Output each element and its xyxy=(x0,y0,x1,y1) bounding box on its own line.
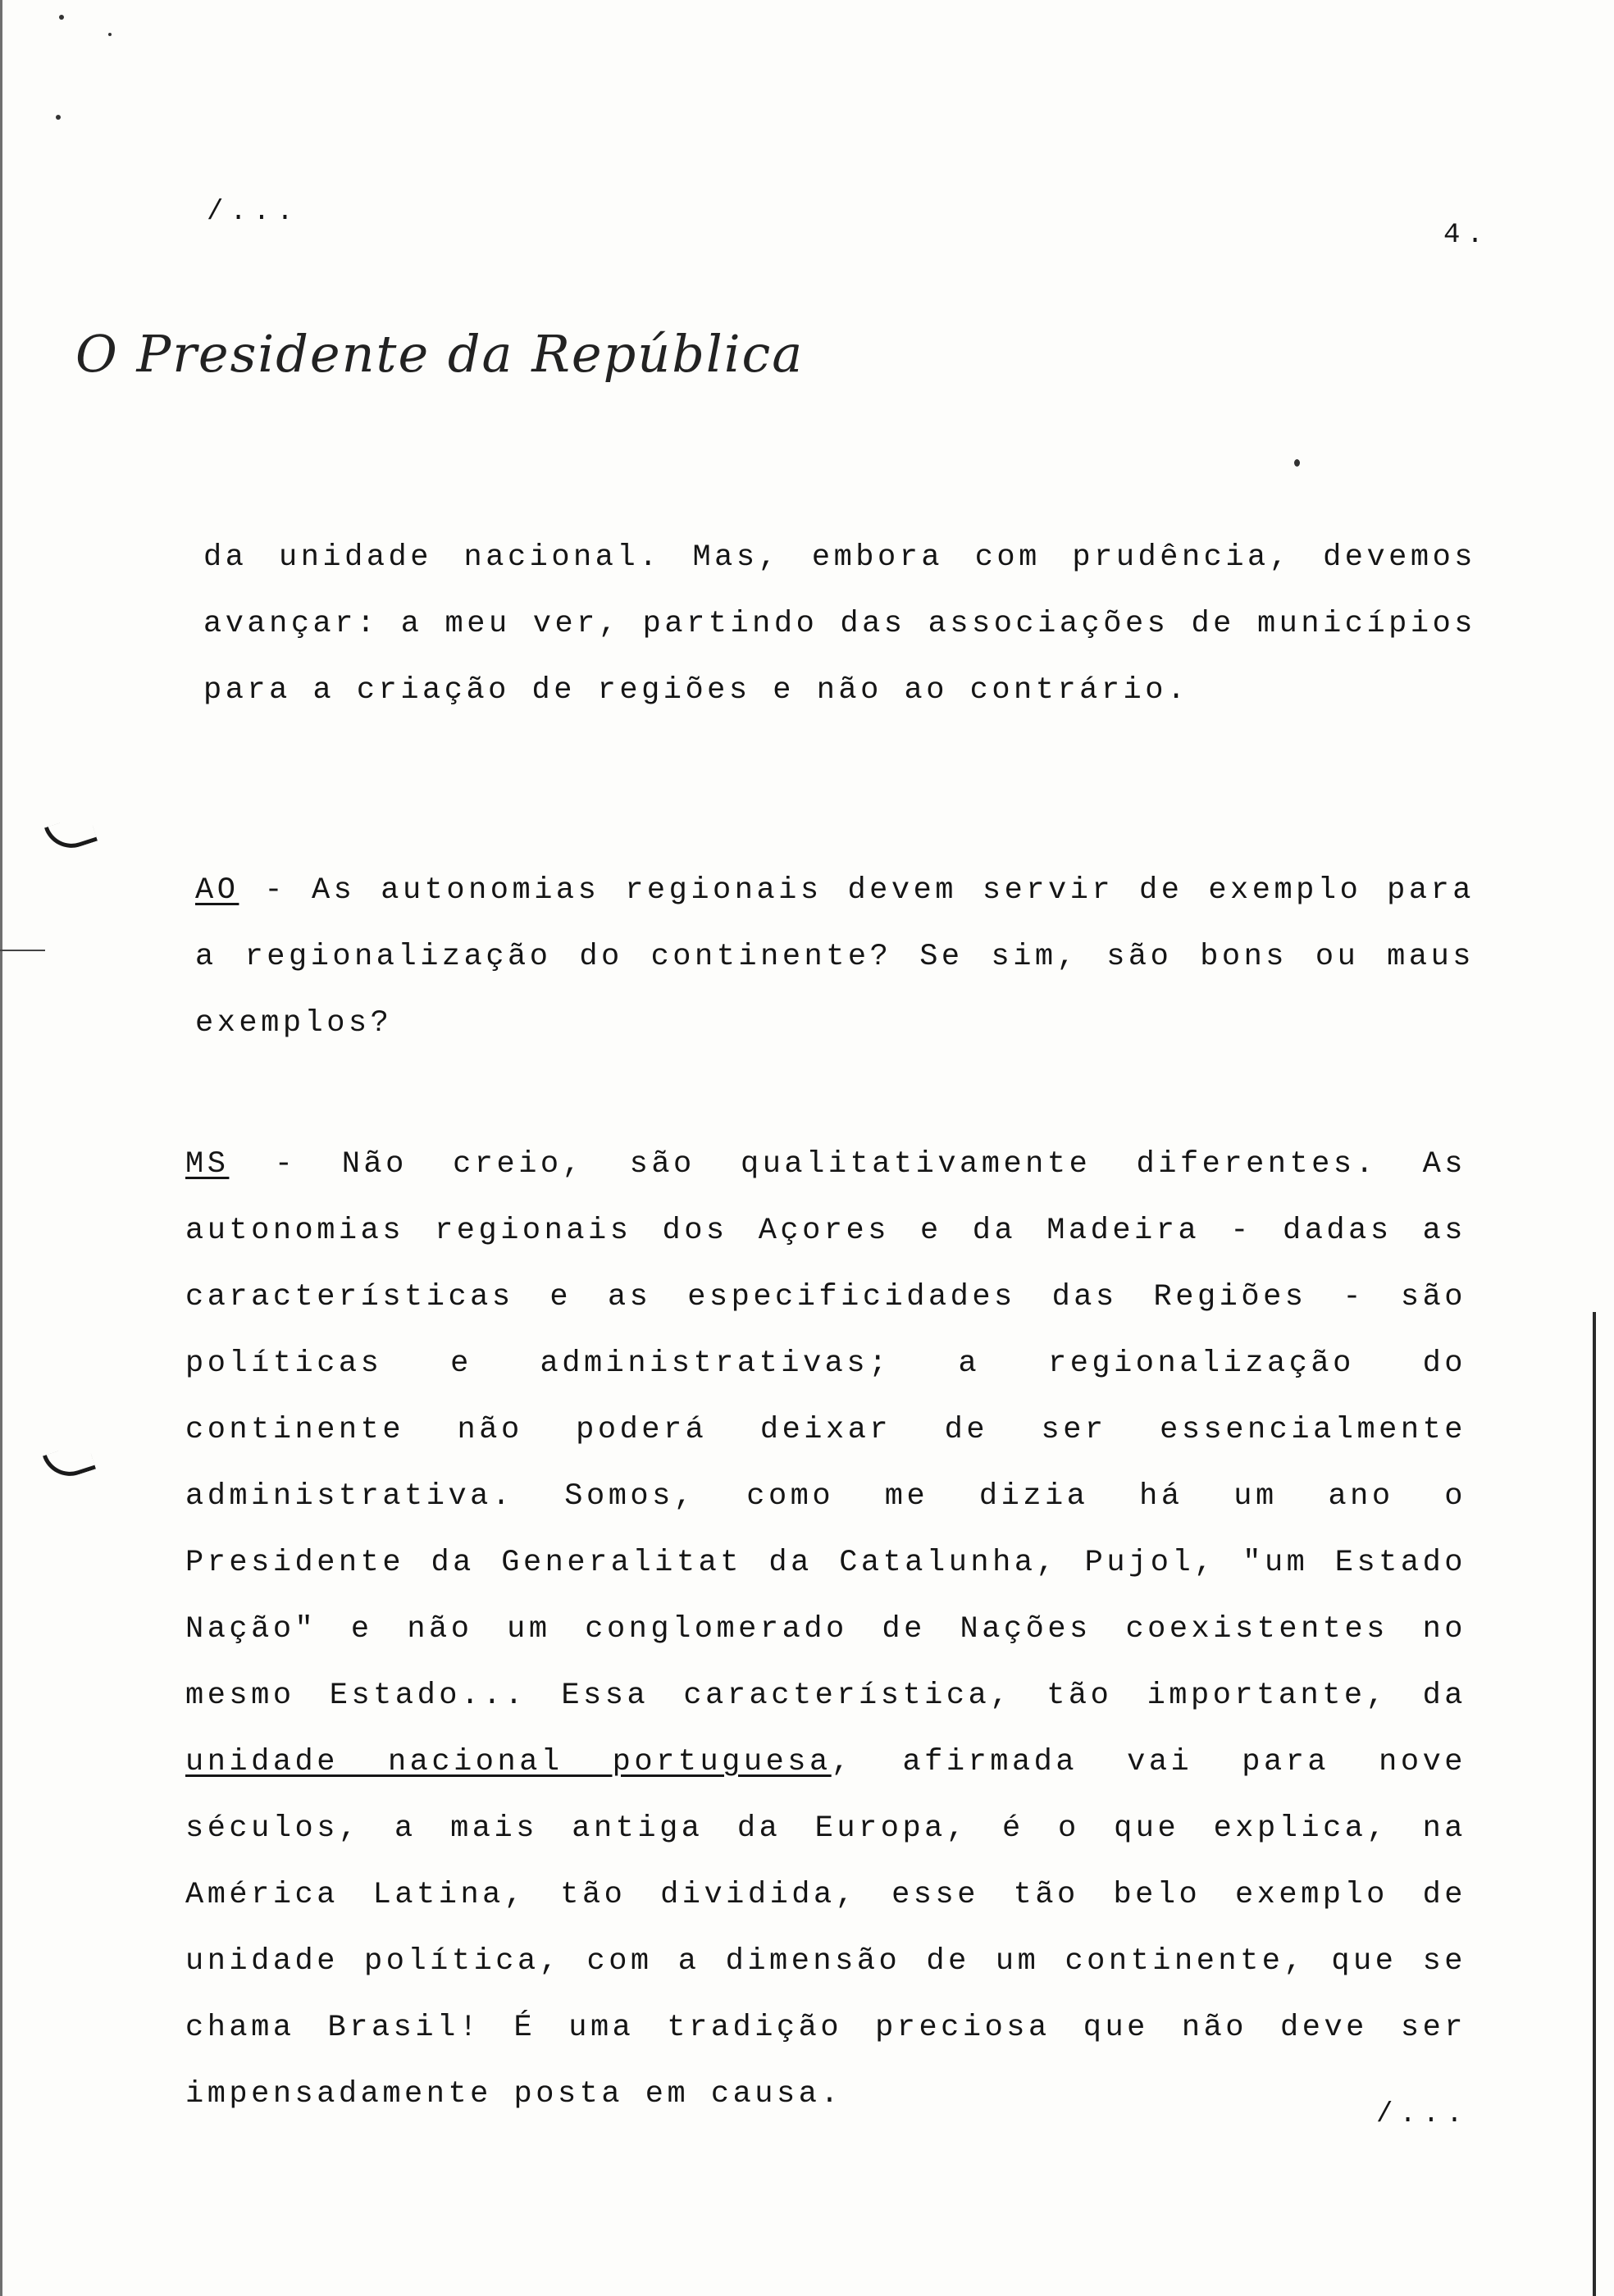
speck xyxy=(56,115,61,120)
paragraph-1: da unidade nacional. Mas, embora com prudência, devemos avançar: a meu ver, partindo das associações de municípios para a criação de regiões e não ao contrário. xyxy=(203,540,1476,708)
margin-line xyxy=(0,950,45,951)
continuation-mark-top: /... xyxy=(207,197,300,228)
letterhead: O Presidente da República xyxy=(75,324,805,384)
scan-left-edge xyxy=(0,0,2,2296)
paragraph-answer-ms xyxy=(185,1132,1466,2128)
punch-hole-mark xyxy=(44,813,98,855)
speck xyxy=(1294,459,1300,467)
speck xyxy=(108,33,112,36)
page-number: 4. xyxy=(1443,220,1490,251)
answer-text-1: - Não creio, são qualitativamente diferentes. As autonomias regionais dos Açores e da Madeira - dadas as características e as especificidades das Regiões - são políticas e administrativas; a regionalização do continente não poderá deixar de ser essencialmente administrativa. Somos, como me dizia há um ano o Presidente da Generalitat da Catalunha, Pujol, "um Estado Nação" e não um conglomerado de Nações coexistentes no mesmo Estado... Essa característica, tão importante, da xyxy=(185,1147,1466,1713)
question-text: - As autonomias regionais devem servir de exemplo para a regionalização do continente? Se sim, são bons ou maus exemplos? xyxy=(195,873,1475,1041)
underlined-phrase: unidade nacional portuguesa xyxy=(185,1745,832,1779)
paragraph-question-ao xyxy=(195,858,1475,1057)
answer-text-2: , afirmada vai para nove séculos, a mais antiga da Europa, é o que explica, na América Latina, tão dividida, esse tão belo exemplo de unidade política, com a dimensão de um continente, que se chama Brasil! É uma tradição preciosa que não deve ser impensadamente posta em causa. xyxy=(185,1745,1466,2112)
speaker-ms: MS xyxy=(185,1147,230,1182)
speck xyxy=(59,15,64,20)
continuation-mark-bottom: /... xyxy=(1376,2099,1470,2130)
punch-hole-mark xyxy=(43,1442,96,1483)
speaker-ao: AO xyxy=(195,873,239,908)
scan-right-edge xyxy=(1593,1312,1596,2296)
